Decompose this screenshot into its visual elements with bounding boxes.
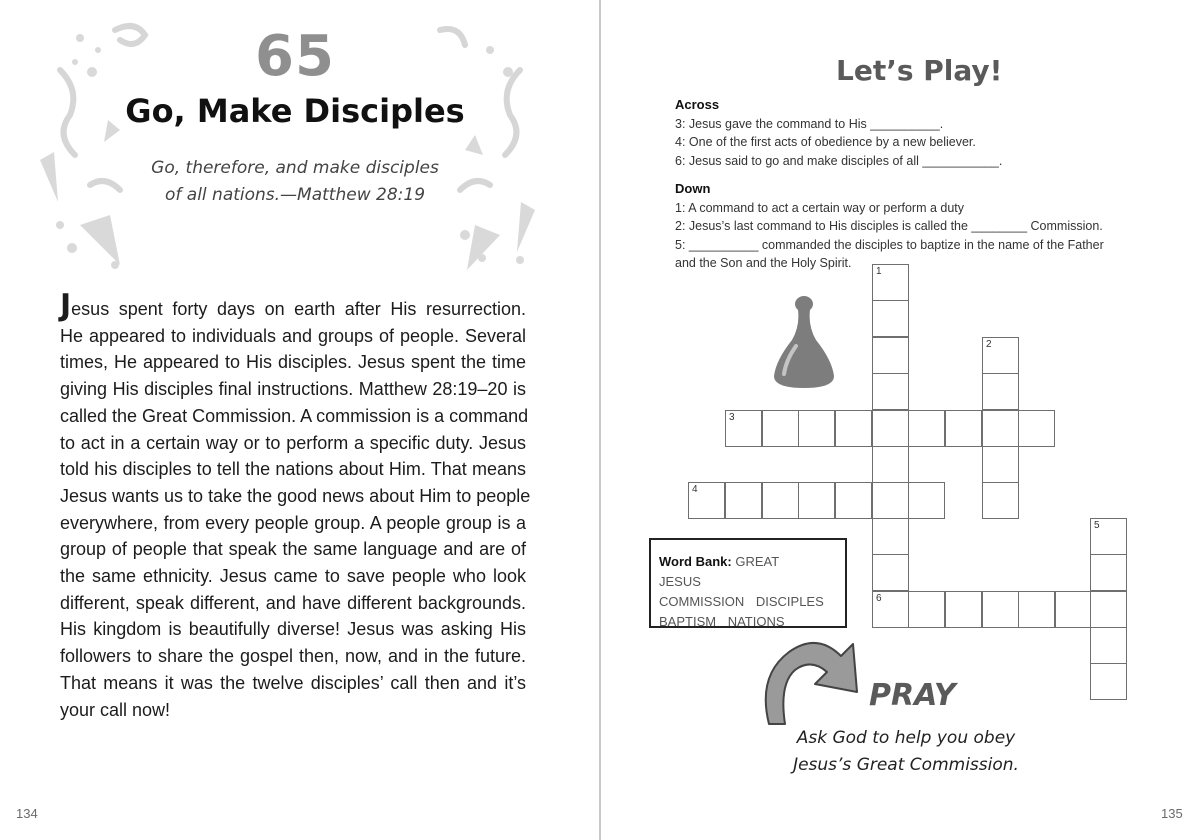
crossword-cell[interactable] bbox=[982, 446, 1019, 483]
crossword-cell[interactable] bbox=[982, 410, 1019, 447]
crossword-cell[interactable] bbox=[725, 410, 762, 447]
crossword-cell[interactable] bbox=[688, 482, 725, 519]
crossword-cell[interactable] bbox=[908, 591, 945, 628]
crossword-cell[interactable] bbox=[1090, 554, 1127, 591]
crossword-cell[interactable] bbox=[1018, 410, 1055, 447]
page-number: 135 bbox=[1161, 806, 1183, 821]
page-title: Go, Make Disciples bbox=[125, 92, 465, 130]
curved-arrow-icon bbox=[755, 636, 865, 730]
left-page bbox=[0, 0, 599, 840]
page-number: 134 bbox=[16, 806, 38, 821]
body-line: everywhere, from every people group. A people group is a bbox=[60, 512, 526, 533]
drop-cap: J bbox=[60, 288, 72, 323]
crossword-cell[interactable] bbox=[1018, 591, 1055, 628]
down-heading: Down bbox=[675, 181, 711, 196]
crossword-cell[interactable] bbox=[945, 410, 982, 447]
crossword-cell[interactable] bbox=[872, 591, 909, 628]
pray-prompt bbox=[761, 725, 1051, 779]
game-piece-icon bbox=[766, 296, 842, 392]
down-clue: 5: __________ commanded the disciples to baptize in the name of the Father bbox=[675, 237, 1104, 252]
clue-number: 5 bbox=[1094, 520, 1100, 531]
crossword-cell[interactable] bbox=[872, 446, 909, 483]
crossword-cell[interactable] bbox=[762, 410, 799, 447]
crossword-cell[interactable] bbox=[982, 337, 1019, 374]
across-clue: 6: Jesus said to go and make disciples of all ___________. bbox=[675, 153, 1003, 168]
word-bank-word: NATIONS bbox=[727, 614, 785, 629]
crossword-cell[interactable] bbox=[982, 373, 1019, 410]
body-line: different, speak different, and have different backgrounds. bbox=[60, 592, 526, 613]
crossword-cell[interactable] bbox=[835, 482, 872, 519]
day-number: 65 bbox=[255, 24, 335, 89]
crossword-cell[interactable] bbox=[1090, 663, 1127, 700]
body-line: giving His disciples final instructions. Matthew 28:19–20 is bbox=[60, 379, 526, 400]
pray-line: Ask God to help you obey bbox=[796, 728, 1016, 748]
crossword-cell[interactable] bbox=[835, 410, 872, 447]
body-line: called the Great Commission. A commission is a command bbox=[60, 405, 529, 426]
verse-line: of all nations.—Matthew 28:19 bbox=[164, 185, 426, 205]
crossword-cell[interactable] bbox=[872, 410, 909, 447]
pray-line: Jesus’s Great Commission. bbox=[793, 755, 1019, 775]
body-line: He appeared to individuals and groups of people. Several bbox=[60, 325, 526, 346]
clue-number: 1 bbox=[876, 266, 882, 277]
crossword-cell[interactable] bbox=[725, 482, 762, 519]
body-line: followers to share the gospel then, now, and in the future. bbox=[60, 646, 526, 667]
word-bank-word: BAPTISM bbox=[659, 614, 717, 629]
word-bank-word: COMMISSION bbox=[659, 594, 745, 609]
clue-number: 3 bbox=[729, 412, 735, 423]
across-heading: Across bbox=[675, 97, 720, 112]
word-bank-word: DISCIPLES bbox=[755, 594, 824, 609]
across-clue: 4: One of the first acts of obedience by a new believer. bbox=[675, 135, 976, 149]
devotional-body bbox=[60, 288, 531, 723]
body-line: His kingdom is beautifully diverse! Jesus was asking His bbox=[60, 619, 526, 640]
memory-verse bbox=[0, 155, 590, 209]
crossword-cell[interactable] bbox=[1055, 591, 1092, 628]
body-line: Jesus wants us to take the good news about Him to people bbox=[60, 485, 531, 506]
word-bank bbox=[649, 538, 847, 628]
crossword-cell[interactable] bbox=[982, 591, 1019, 628]
body-line: your call now! bbox=[60, 699, 171, 720]
crossword-cell[interactable] bbox=[908, 482, 945, 519]
crossword-clues bbox=[675, 96, 1155, 273]
right-page bbox=[601, 0, 1200, 840]
across-clue: 3: Jesus gave the command to His __________. bbox=[675, 116, 944, 131]
crossword-cell[interactable] bbox=[945, 591, 982, 628]
body-line: told his disciples to tell the nations about Him. That means bbox=[60, 459, 526, 480]
verse-line: Go, therefore, and make disciples bbox=[151, 158, 439, 178]
body-line: Jesus spent forty days on earth after His resurrection. bbox=[60, 288, 526, 323]
crossword-cell[interactable] bbox=[762, 482, 799, 519]
down-clue: and the Son and the Holy Spirit. bbox=[675, 256, 852, 270]
crossword-cell[interactable] bbox=[908, 410, 945, 447]
crossword-cell[interactable] bbox=[872, 300, 909, 337]
clue-number: 2 bbox=[986, 339, 992, 350]
body-line: the same ethnicity. Jesus came to save people who look bbox=[60, 566, 526, 587]
crossword-cell[interactable] bbox=[872, 264, 909, 301]
crossword-cell[interactable] bbox=[798, 482, 835, 519]
body-line: That means it was the twelve disciples’ call then and it’s bbox=[60, 672, 526, 693]
word-bank-label: Word Bank: bbox=[659, 554, 732, 569]
crossword-cell[interactable] bbox=[872, 554, 909, 591]
crossword-cell[interactable] bbox=[982, 482, 1019, 519]
crossword-cell[interactable] bbox=[872, 337, 909, 374]
clue-number: 6 bbox=[876, 593, 882, 604]
word-bank-word: JESUS bbox=[659, 574, 701, 589]
body-line: group of people that speak the same language and are of bbox=[60, 539, 526, 560]
body-line: to act in a certain way or to perform a specific duty. Jesus bbox=[60, 432, 526, 453]
crossword-cell[interactable] bbox=[1090, 591, 1127, 628]
down-clue: 2: Jesus’s last command to His disciples is called the ________ Commission. bbox=[675, 219, 1103, 233]
pray-heading: PRAY bbox=[869, 678, 956, 713]
crossword-cell[interactable] bbox=[872, 518, 909, 555]
crossword-cell[interactable] bbox=[872, 373, 909, 410]
body-line: times, He appeared to His disciples. Jesus spent the time bbox=[60, 352, 526, 373]
crossword-cell[interactable] bbox=[1090, 627, 1127, 664]
activity-heading: Let’s Play! bbox=[836, 54, 1003, 87]
crossword-cell[interactable] bbox=[1090, 518, 1127, 555]
clue-number: 4 bbox=[692, 484, 698, 495]
down-clue: 1: A command to act a certain way or perform a duty bbox=[675, 200, 965, 215]
crossword-cell[interactable] bbox=[798, 410, 835, 447]
word-bank-word: GREAT bbox=[735, 554, 780, 569]
crossword-cell[interactable] bbox=[872, 482, 909, 519]
